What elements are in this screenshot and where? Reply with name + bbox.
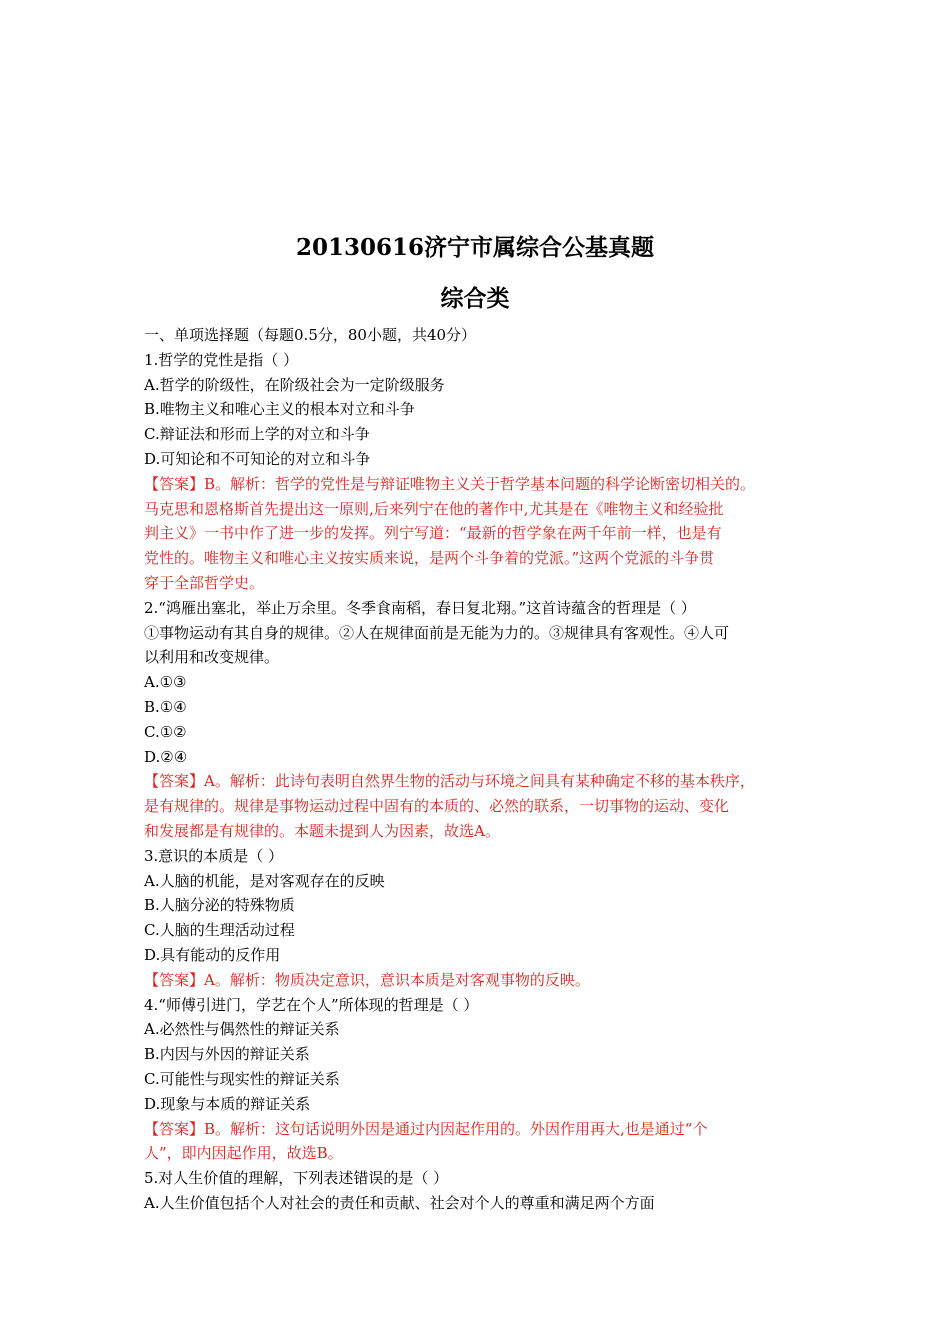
answer-line: 和发展都是有规律的。本题未提到人为因素，故选A。	[144, 821, 500, 840]
answer-line: 马克思和恩格斯首先提出这一原则,后来列宁在他的著作中,尤其是在《唯物主义和经验批	[144, 499, 724, 518]
option-c: C.人脑的生理活动过程	[144, 921, 295, 940]
answer-line: 【答案】A。解析：物质决定意识，意识本质是对客观事物的反映。	[144, 970, 590, 989]
document-body	[144, 323, 824, 1216]
option-c: C.①②	[144, 722, 187, 741]
question-5	[144, 1166, 824, 1216]
option-b: B.内因与外因的辩证关系	[144, 1045, 310, 1064]
option-b: B.①④	[144, 697, 187, 716]
option-b: B.唯物主义和唯心主义的根本对立和斗争	[144, 400, 415, 419]
answer-line: 判主义》一书中作了进一步的发挥。列宁写道：“最新的哲学象在两千年前一样，也是有	[144, 524, 722, 543]
question-4	[144, 993, 824, 1167]
answer-line: 穿于全部哲学史。	[144, 573, 265, 592]
option-b: B.人脑分泌的特殊物质	[144, 896, 295, 915]
question-text: ①事物运动有其自身的规律。②人在规律面前是无能为力的。③规律具有客观性。④人可	[144, 623, 730, 642]
question-text: 4.“师傅引进门，学艺在个人”所体现的哲理是（ ）	[144, 995, 479, 1014]
option-a: A.①③	[144, 673, 187, 692]
answer-line: 是有规律的。规律是事物运动过程中固有的本质的、必然的联系，一切事物的运动、变化	[144, 797, 730, 816]
option-a: A.人生价值包括个人对社会的责任和贡献、社会对个人的尊重和满足两个方面	[144, 1193, 655, 1212]
question-text: 以利用和改变规律。	[144, 648, 280, 667]
question-text: 5.对人生价值的理解，下列表述错误的是（ ）	[144, 1169, 449, 1188]
question-1	[144, 348, 824, 596]
answer-line: 党性的。唯物主义和唯心主义按实质来说，是两个斗争着的党派。”这两个党派的斗争贯	[144, 549, 715, 568]
answer-line: 【答案】A。解析：此诗句表明自然界生物的活动与环境之间具有某种确定不移的基本秩序，	[144, 772, 755, 791]
answer-explanation	[144, 968, 824, 993]
option-c: C.辩证法和形而上学的对立和斗争	[144, 425, 370, 444]
option-d: D.现象与本质的辩证关系	[144, 1094, 311, 1113]
option-c: C.可能性与现实性的辩证关系	[144, 1069, 340, 1088]
option-d: D.②④	[144, 747, 188, 766]
option-d: D.具有能动的反作用	[144, 945, 281, 964]
question-text: 2.“鸿雁出塞北，举止万余里。冬季食南稻，春日复北翔。”这首诗蕴含的哲理是（ ）	[144, 598, 696, 617]
option-a: A.必然性与偶然性的辩证关系	[144, 1020, 340, 1039]
question-2	[144, 596, 824, 844]
answer-line: 【答案】B。解析：哲学的党性是与辩证唯物主义关于哲学基本问题的科学论断密切相关的。	[144, 474, 756, 493]
document-subtitle: 综合类	[440, 285, 510, 312]
answer-explanation	[144, 1117, 824, 1167]
question-text: 3.意识的本质是（ ）	[144, 846, 284, 865]
answer-line: 【答案】B。解析：这句话说明外因是通过内因起作用的。外因作用再大,也是通过“个	[144, 1119, 708, 1138]
option-a: A.哲学的阶级性，在阶级社会为一定阶级服务	[144, 375, 445, 394]
option-d: D.可知论和不可知论的对立和斗争	[144, 449, 371, 468]
answer-explanation	[144, 472, 824, 596]
document-title: 20130616济宁市属综合公基真题	[295, 234, 655, 261]
option-a: A.人脑的机能，是对客观存在的反映	[144, 871, 385, 890]
question-3	[144, 844, 824, 993]
section-header: 一、单项选择题（每题0.5分，80小题，共40分）	[144, 326, 477, 344]
answer-line: 人”，即内因起作用，故选B。	[144, 1144, 343, 1163]
answer-explanation	[144, 769, 824, 843]
question-text: 1.哲学的党性是指（ ）	[144, 350, 299, 369]
